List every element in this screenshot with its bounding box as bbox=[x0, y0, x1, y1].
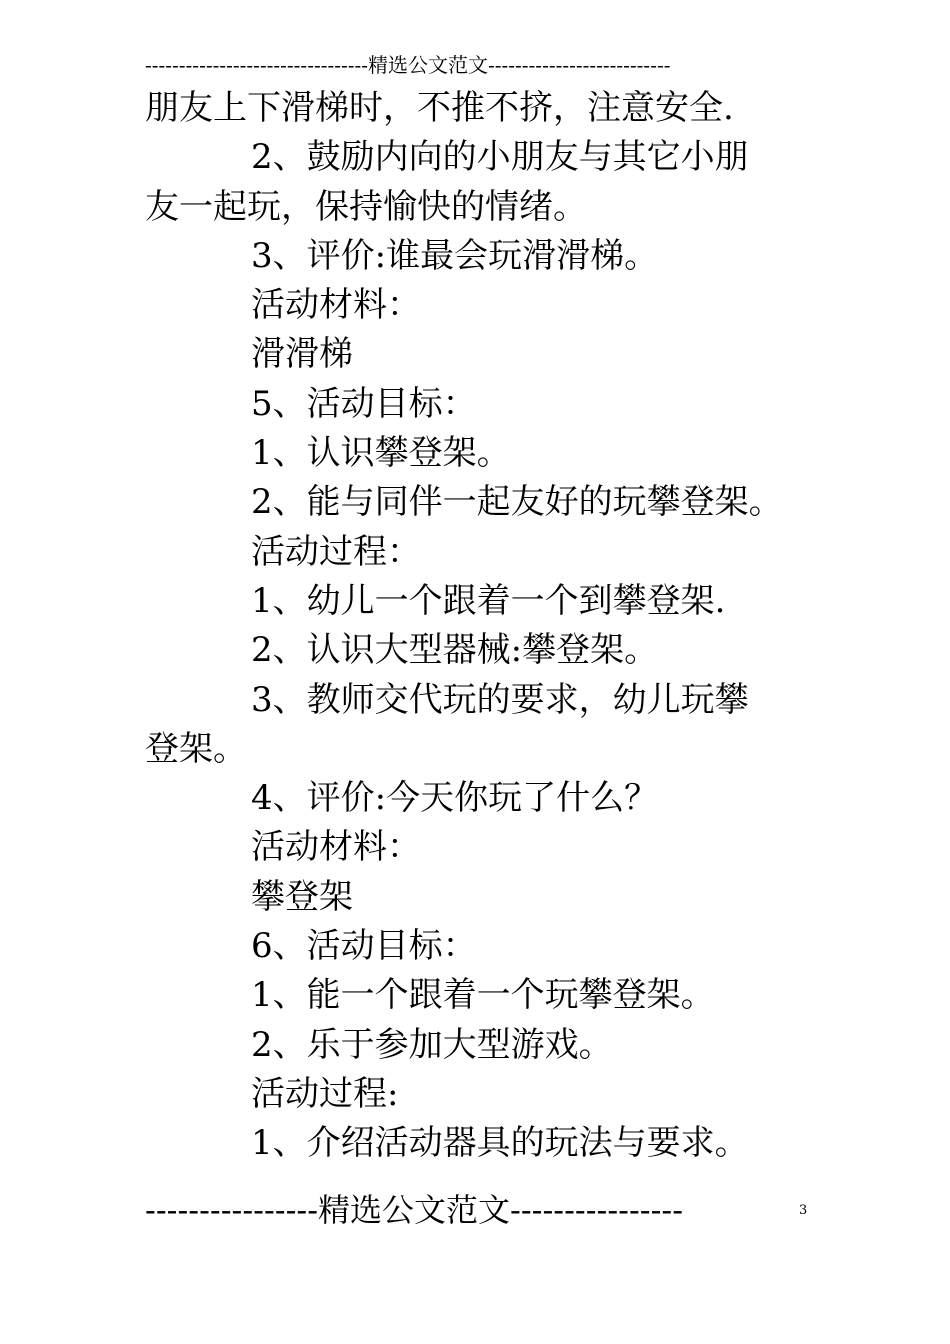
text-line: 1、认识攀登架。 bbox=[251, 433, 511, 474]
text-line: 1、介绍活动器具的玩法与要求。 bbox=[251, 1123, 749, 1164]
text-line: 友一起玩，保持愉快的情绪。 bbox=[145, 186, 587, 227]
section-heading: 活动过程: bbox=[251, 1073, 399, 1114]
text-line: 1、能一个跟着一个玩攀登架。 bbox=[251, 975, 715, 1016]
text-line: 滑滑梯 bbox=[251, 334, 353, 375]
text-line: 朋友上下滑梯时，不推不挤，注意安全. bbox=[145, 88, 734, 128]
text-line: 2、能与同伴一起友好的玩攀登架。 bbox=[251, 482, 783, 523]
text-line: 登架。 bbox=[145, 728, 247, 769]
section-heading: 活动过程： bbox=[251, 531, 421, 572]
section-heading: 6、活动目标： bbox=[251, 926, 477, 967]
text-line: 4、评价:今天你玩了什么？ bbox=[251, 778, 659, 819]
text-line: 3、教师交代玩的要求，幼儿玩攀 bbox=[251, 679, 749, 720]
page-header: ---------------------------------精选公文范文--------------------------- bbox=[145, 53, 671, 77]
text-line: 2、乐于参加大型游戏。 bbox=[251, 1024, 613, 1065]
page-number: 3 bbox=[799, 1203, 808, 1218]
text-line: 1、幼儿一个跟着一个到攀登架. bbox=[251, 580, 726, 621]
page-footer: ----------------精选公文范文---------------- bbox=[145, 1191, 684, 1229]
section-heading: 活动材料： bbox=[251, 285, 421, 326]
text-line: 2、认识大型器械:攀登架。 bbox=[251, 630, 659, 671]
section-heading: 活动材料： bbox=[251, 827, 421, 868]
text-line: 攀登架 bbox=[251, 876, 353, 917]
text-line: 3、评价:谁最会玩滑滑梯。 bbox=[251, 235, 659, 276]
document-body bbox=[145, 84, 810, 1169]
section-heading: 5、活动目标： bbox=[251, 383, 477, 424]
text-line: 2、鼓励内向的小朋友与其它小朋 bbox=[251, 137, 749, 178]
